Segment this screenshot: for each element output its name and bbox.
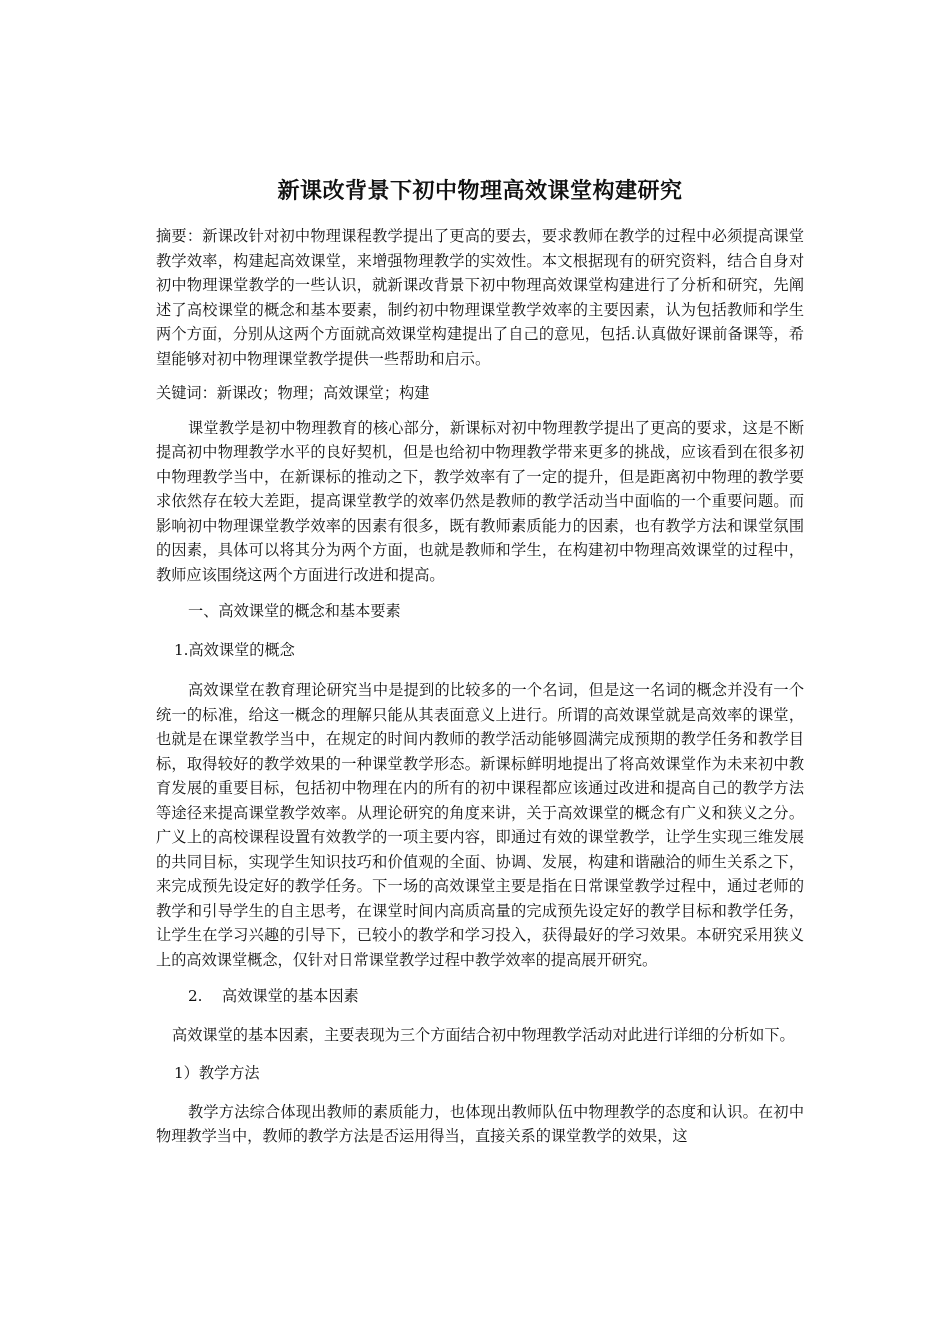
section-heading-1: 一、高效课堂的概念和基本要素 — [188, 602, 401, 620]
subsection-heading-1: 1.高效课堂的概念 — [174, 640, 295, 659]
subsection-title-2: 高效课堂的基本因素 — [222, 987, 359, 1005]
item-heading-1: 1）教学方法 — [174, 1064, 260, 1082]
document-title: 新课改背景下初中物理高效课堂构建研究 — [277, 179, 683, 204]
subsection-heading-2 — [156, 984, 804, 1009]
keywords-line: 关键词：新课改；物理；高效课堂；构建 — [156, 384, 430, 402]
document-page — [156, 176, 804, 1149]
subsection-number-2: 2. — [188, 987, 203, 1005]
teaching-method-paragraph: 教学方法综合体现出教师的素质能力，也体现出教师队伍中物理教学的态度和认识。在初中物理教学当中，教师的教学方法是否运用得当，直接关系的课堂教学的效果，这 — [156, 1102, 804, 1145]
intro-paragraph: 课堂教学是初中物理教育的核心部分，新课标对初中物理教学提出了更高的要求，这是不断提高初中物理教学水平的良好契机，但是也给初中物理教学带来更多的挑战，应该看到在很多初中物理教学当中，在新课标的推动之下，教学效率有了一定的提升，但是距离初中物理的教学要求依然存在较大差距，提高课堂教学的效率仍然是教师的教学活动当中面临的一个重要问题。而影响初中物理课堂教学效率的因素有很多，既有教师素质能力的因素，也有教学方法和课堂氛围的因素，具体可以将其分为两个方面，也就是教师和学生，在构建初中物理高效课堂的过程中，教师应该围绕这两个方面进行改进和提高。 — [156, 418, 804, 584]
concept-paragraph: 高效课堂在教育理论研究当中是提到的比较多的一个名词，但是这一名词的概念并没有一个统一的标准，给这一概念的理解只能从其表面意义上进行。所谓的高效课堂就是高效率的课堂，也就是在课堂教学当中，在规定的时间内教师的教学活动能够圆满完成预期的教学任务和教学目标，取得较好的教学效果的一种课堂教学形态。新课标鲜明地提出了将高效课堂作为未来初中教育发展的重要目标，包括初中物理在内的所有的初中课程都应该通过改进和提高自己的教学方法等途径来提高课堂教学效率。从理论研究的角度来讲，关于高效课堂的概念有广义和狭义之分。广义上的高校课程设置有效教学的一项主要内容，即通过有效的课堂教学，让学生实现三维发展的共同目标，实现学生知识技巧和价值观的全面、协调、发展，构建和谐融洽的师生关系之下，来完成预先设定好的教学任务。下一场的高效课堂主要是指在日常课堂教学过程中，通过老师的教学和引导学生的自主思考，在课堂时间内高质高量的完成预先设定好的教学目标和教学任务，让学生在学习兴趣的引导下，已较小的教学和学习投入，获得最好的学习效果。本研究采用狭义上的高效课堂概念，仅针对日常课堂教学过程中教学效率的提高展开研究。 — [156, 681, 804, 969]
factors-intro-paragraph: 高效课堂的基本因素，主要表现为三个方面结合初中物理教学活动对此进行详细的分析如下。 — [172, 1025, 795, 1044]
abstract-paragraph: 摘要：新课改针对初中物理课程教学提出了更高的要去，要求教师在教学的过程中必须提高课堂教学效率，构建起高效课堂，来增强物理教学的实效性。本文根据现有的研究资料，结合自身对初中物理课堂教学的一些认识，就新课改背景下初中物理高效课堂构建进行了分析和研究，先阐述了高校课堂的概念和基本要素，制约初中物理课堂教学效率的主要因素，认为包括教师和学生两个方面，分别从这两个方面就高效课堂构建提出了自己的意见，包括.认真做好课前备课等，希望能够对初中物理课堂教学提供一些帮助和启示。 — [156, 227, 804, 368]
